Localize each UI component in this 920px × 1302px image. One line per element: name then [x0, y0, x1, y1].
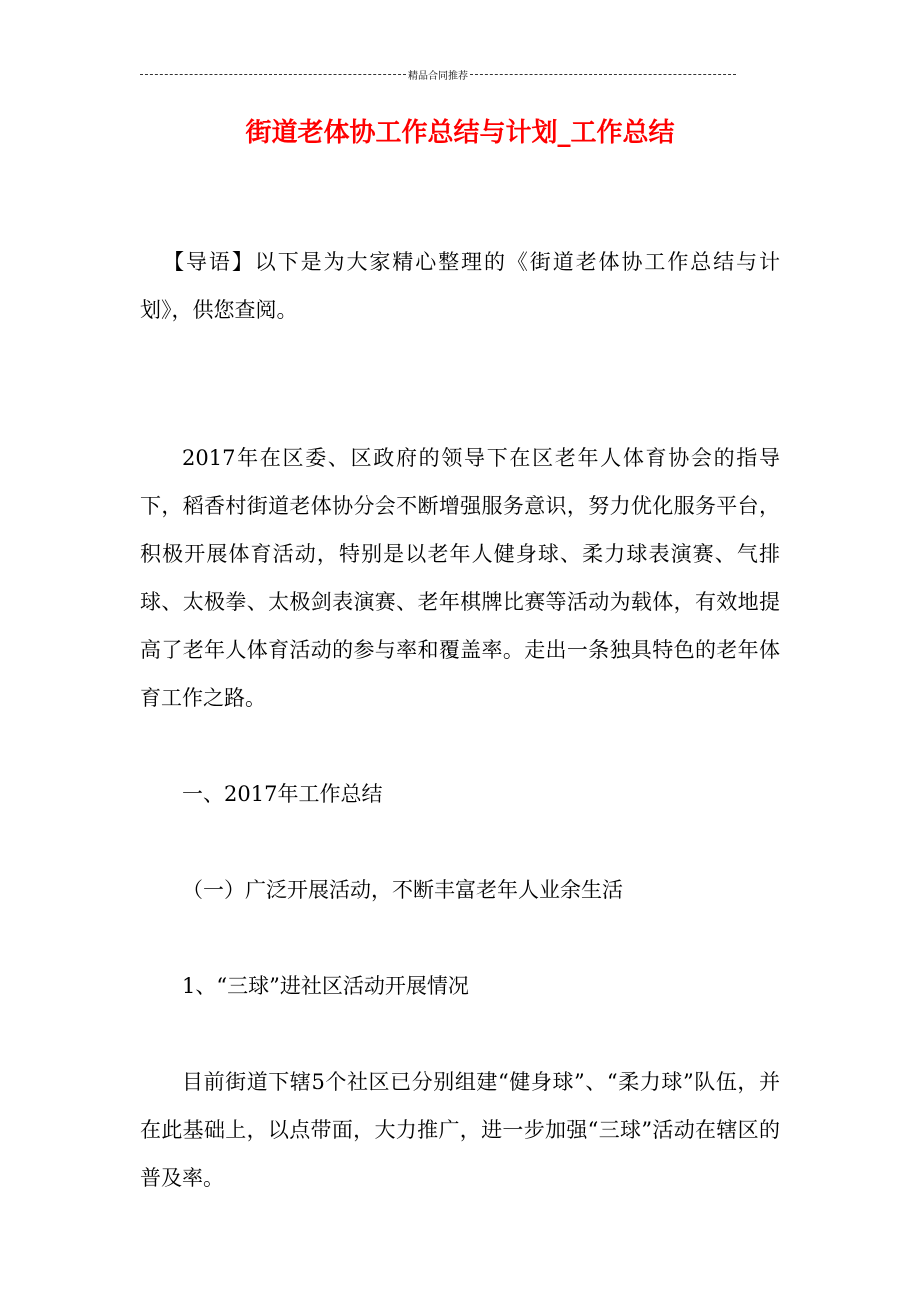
- subsection-heading: （一）广泛开展活动，不断丰富老年人业余生活: [182, 878, 623, 902]
- section-heading: 一、2017年工作总结: [182, 782, 383, 806]
- header-label: 精品合同推荐: [408, 70, 468, 82]
- page-header: [140, 66, 736, 82]
- header-dash-left: [140, 74, 406, 75]
- header-dash-right: [470, 74, 736, 75]
- paragraph-detail: 目前街道下辖5个社区已分别组建“健身球”、“柔力球”队伍，并在此基础上，以点带面，大力推广，进一步加强“三球”活动在辖区的普及率。: [140, 1070, 780, 1190]
- item-heading: 1、“三球”进社区活动开展情况: [182, 974, 469, 998]
- document-body: [140, 238, 780, 1202]
- intro-paragraph: 【导语】以下是为大家精心整理的《街道老体协工作总结与计划》，供您查阅。: [140, 250, 780, 322]
- paragraph-overview: 2017年在区委、区政府的领导下在区老年人体育协会的指导下，稻香村街道老体协分会不断增强服务意识，努力优化服务平台，积极开展体育活动，特别是以老年人健身球、柔力球表演赛、气排球、太极拳、太极剑表演赛、老年棋牌比赛等活动为载体，有效地提高了老年人体育活动的参与率和覆盖率。走出一条独具特色的老年体育工作之路。: [140, 446, 780, 710]
- document-title: 街道老体协工作总结与计划_工作总结: [245, 118, 675, 148]
